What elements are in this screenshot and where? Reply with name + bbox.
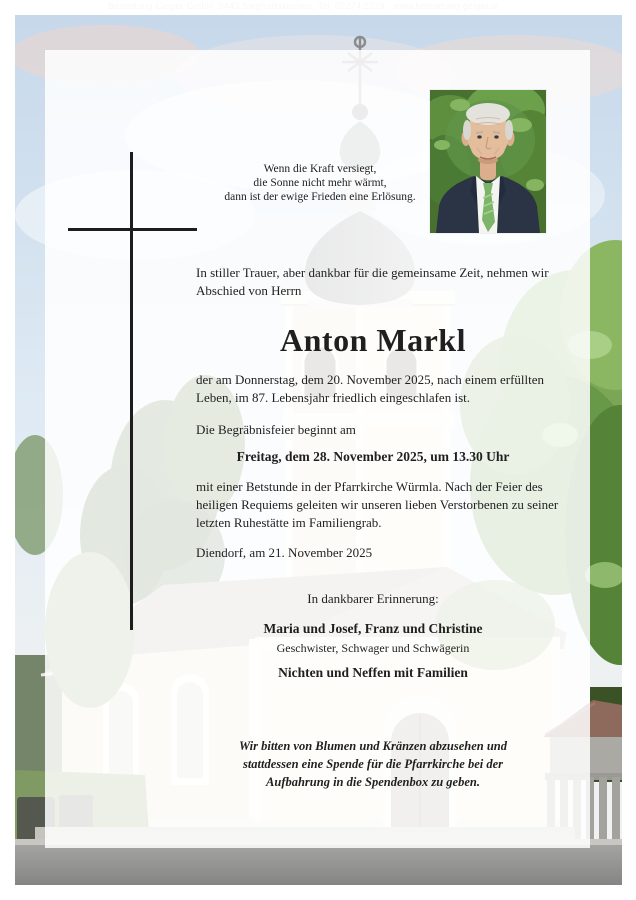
donation-note-line: Aufbahrung in die Spendenbox zu geben. xyxy=(266,775,480,789)
quote-line: Wenn die Kraft versiegt, xyxy=(263,163,377,175)
donation-note-line: Wir bitten von Blumen und Kränzen abzusehen und xyxy=(238,739,508,753)
remembrance-heading: In dankbarer Erinnerung: xyxy=(307,591,439,606)
service-details-line: heiligen Requiems geleiten wir unseren lieben Verstorbenen zu seiner xyxy=(196,497,559,512)
intro-text xyxy=(196,264,550,300)
death-notice-line: der am Donnerstag, dem 20. November 2025, nach einem erfüllten xyxy=(196,372,544,387)
memorial-cross-horizontal xyxy=(68,228,197,231)
deceased-name: Anton Markl xyxy=(280,322,466,358)
place-date-line: Diendorf, am 21. November 2025 xyxy=(196,545,373,560)
quote-line: dann ist der ewige Frieden eine Erlösung. xyxy=(224,191,416,203)
family-names-primary: Maria und Josef, Franz und Christine xyxy=(263,621,483,636)
family-relation: Geschwister, Schwager und Schwägerin xyxy=(276,641,470,655)
service-details-line: mit einer Betstunde in der Pfarrkirche Würmla. Nach der Feier des xyxy=(196,479,543,494)
death-notice-line: Leben, im 87. Lebensjahr friedlich eingeschlafen ist. xyxy=(196,390,470,405)
service-details xyxy=(196,478,559,532)
memorial-cross-vertical xyxy=(130,152,133,630)
intro-line: Abschied von Herrn xyxy=(196,283,302,298)
quote-line: die Sonne nicht mehr wärmt, xyxy=(253,177,387,189)
death-notice xyxy=(196,371,550,407)
donation-note-line: stattdessen eine Spende für die Pfarrkirche bei der xyxy=(242,757,504,771)
donation-note xyxy=(196,737,550,791)
intro-line: In stiller Trauer, aber dankbar für die gemeinsame Zeit, nehmen wir xyxy=(196,265,549,280)
service-intro: Die Begräbnisfeier beginnt am xyxy=(196,422,356,437)
service-details-line: letzten Ruhestätte im Familiengrab. xyxy=(196,515,382,530)
condolence-quote xyxy=(155,162,485,204)
service-datetime: Freitag, dem 28. November 2025, um 13.30 Uhr xyxy=(236,449,510,464)
funeral-home-footer: Bestattung Geiger GmbH, 3443 Sieghartskirchen, Tel. 02274/2229 - www.bestattung-geiger.at xyxy=(107,1,500,11)
family-names-secondary: Nichten und Neffen mit Familien xyxy=(278,665,468,680)
